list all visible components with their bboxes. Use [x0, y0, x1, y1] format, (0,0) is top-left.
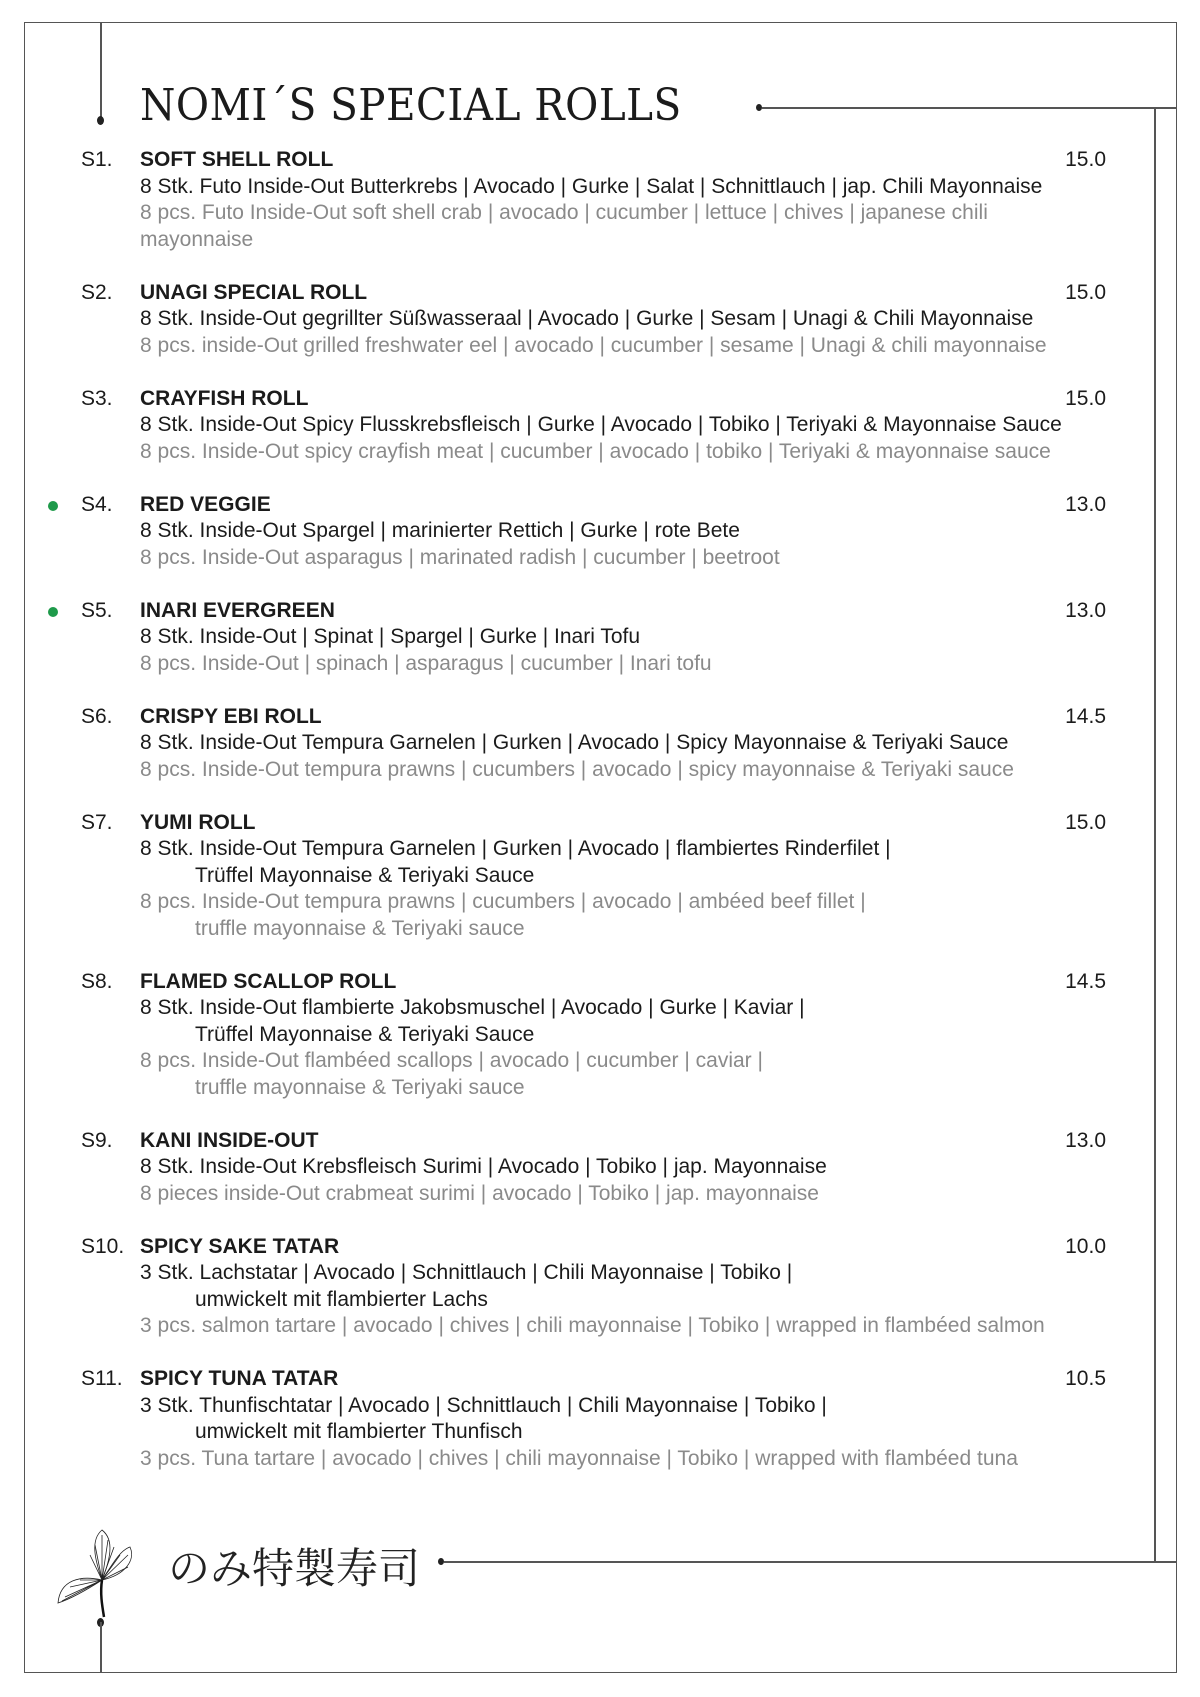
item-code: S2.	[81, 280, 113, 304]
vegetarian-dot-icon	[48, 607, 58, 617]
menu-item	[0, 492, 1200, 572]
decor-line-footer	[444, 1561, 1177, 1563]
item-code: S6.	[81, 704, 113, 728]
item-code: S1.	[81, 148, 113, 171]
item-description-de: 3 Stk. Thunfischtatar | Avocado | Schnittlauch | Chili Mayonnaise | Tobiko |	[140, 1393, 827, 1417]
menu-item	[0, 1128, 1200, 1208]
page-title: NOMI´S SPECIAL ROLLS	[140, 80, 682, 131]
item-description-en: 8 pcs. Inside-Out | spinach | asparagus | cucumber | Inari tofu	[140, 651, 712, 675]
vegetarian-dot-icon	[48, 501, 58, 511]
item-description-de: Trüffel Mayonnaise & Teriyaki Sauce	[195, 863, 535, 887]
menu-item	[0, 147, 1200, 253]
item-name: UNAGI SPECIAL ROLL	[140, 280, 368, 304]
item-price: 10.0	[1065, 1234, 1106, 1258]
item-description-de: 8 Stk. Futo Inside-Out Butterkrebs | Avocado | Gurke | Salat | Schnittlauch | jap. Chili Mayonnaise	[140, 174, 1043, 198]
menu-item	[0, 810, 1200, 943]
item-description-en: truffle mayonnaise & Teriyaki sauce	[195, 916, 525, 940]
item-description-de: 8 Stk. Inside-Out Spargel | marinierter Rettich | Gurke | rote Bete	[140, 519, 740, 542]
item-code: S4.	[81, 492, 113, 516]
item-description-en: 8 pcs. Inside-Out flambéed scallops | avocado | cucumber | caviar |	[140, 1049, 763, 1072]
item-code: S3.	[81, 386, 113, 410]
item-description-en: 3 pcs. salmon tartare | avocado | chives | chili mayonnaise | Tobiko | wrapped in flambéed salmon	[140, 1314, 1045, 1337]
decor-line-top-left	[100, 22, 102, 120]
item-description-de: Trüffel Mayonnaise & Teriyaki Sauce	[195, 1022, 535, 1046]
item-name: SOFT SHELL ROLL	[140, 148, 334, 171]
item-description-en: 8 pieces inside-Out crabmeat surimi | avocado | Tobiko | jap. mayonnaise	[140, 1181, 819, 1205]
item-description-en: 3 pcs. Tuna tartare | avocado | chives | chili mayonnaise | Tobiko | wrapped with flambéed tuna	[140, 1446, 1018, 1470]
decor-line-bottom-left	[100, 1622, 102, 1673]
item-description-en: 8 pcs. Futo Inside-Out soft shell crab | avocado | cucumber | lettuce | chives | japanese chili	[140, 201, 988, 224]
item-price: 14.5	[1065, 969, 1106, 993]
item-code: S9.	[81, 1128, 113, 1152]
item-price: 15.0	[1065, 810, 1106, 834]
item-code: S7.	[81, 810, 113, 834]
item-price: 13.0	[1065, 492, 1106, 516]
item-description-de: 8 Stk. Inside-Out flambierte Jakobsmuschel | Avocado | Gurke | Kaviar |	[140, 996, 805, 1019]
menu-item	[0, 969, 1200, 1102]
item-description-de: 8 Stk. Inside-Out Krebsfleisch Surimi | Avocado | Tobiko | jap. Mayonnaise	[140, 1155, 827, 1178]
item-price: 13.0	[1065, 1128, 1106, 1152]
item-name: RED VEGGIE	[140, 492, 271, 516]
item-name: FLAMED SCALLOP ROLL	[140, 969, 397, 993]
item-price: 15.0	[1065, 148, 1106, 171]
menu-item	[0, 598, 1200, 678]
item-description-en: 8 pcs. Inside-Out tempura prawns | cucumbers | avocado | ambéed beef fillet |	[140, 890, 866, 913]
item-description-de: 8 Stk. Inside-Out Tempura Garnelen | Gurken | Avocado | Spicy Mayonnaise & Teriyaki Sauce	[140, 731, 1009, 754]
item-description-en: truffle mayonnaise & Teriyaki sauce	[195, 1075, 525, 1099]
item-description-de: 3 Stk. Lachstatar | Avocado | Schnittlauch | Chili Mayonnaise | Tobiko |	[140, 1261, 793, 1284]
item-name: KANI INSIDE-OUT	[140, 1128, 319, 1152]
item-price: 15.0	[1065, 386, 1106, 410]
menu-item	[0, 1234, 1200, 1340]
item-price: 15.0	[1065, 280, 1106, 304]
item-description-en: 8 pcs. Inside-Out tempura prawns | cucumbers | avocado | spicy mayonnaise & Teriyaki sauce	[140, 757, 1014, 781]
item-name: SPICY TUNA TATAR	[140, 1367, 339, 1390]
item-description-de: 8 Stk. Inside-Out Tempura Garnelen | Gurken | Avocado | flambiertes Rinderfilet |	[140, 837, 891, 860]
item-description-de: 8 Stk. Inside-Out Spicy Flusskrebsfleisch | Gurke | Avocado | Tobiko | Teriyaki & Mayonnaise Sauce	[140, 413, 1062, 436]
item-description-de: 8 Stk. Inside-Out gegrillter Süßwasseraal | Avocado | Gurke | Sesam | Unagi & Chili Mayonnaise	[140, 307, 1034, 330]
item-description-en: 8 pcs. inside-Out grilled freshwater eel | avocado | cucumber | sesame | Unagi & chili mayonnaise	[140, 333, 1047, 357]
item-description-en: 8 pcs. Inside-Out asparagus | marinated radish | cucumber | beetroot	[140, 545, 780, 569]
item-description-en: 8 pcs. Inside-Out spicy crayfish meat | cucumber | avocado | tobiko | Teriyaki & mayonnaise sauce	[140, 439, 1051, 463]
ginkgo-leaf-icon	[50, 1525, 140, 1620]
item-description-en: mayonnaise	[140, 227, 254, 251]
menu-item	[0, 704, 1200, 784]
menu-item	[0, 386, 1200, 466]
menu-item	[0, 280, 1200, 360]
item-price: 10.5	[1065, 1367, 1106, 1390]
item-code: S10.	[81, 1234, 125, 1258]
decor-dot-top-left	[97, 116, 104, 125]
item-name: YUMI ROLL	[140, 810, 256, 834]
footer-japanese-title: のみ特製寿司	[168, 1544, 421, 1593]
item-code: S5.	[81, 598, 113, 622]
item-description-de: umwickelt mit flambierter Lachs	[195, 1287, 488, 1311]
menu-item-list	[0, 147, 1200, 1499]
item-code: S11.	[81, 1367, 123, 1390]
item-name: SPICY SAKE TATAR	[140, 1234, 340, 1258]
item-name: CRAYFISH ROLL	[140, 386, 309, 410]
item-name: INARI EVERGREEN	[140, 598, 335, 622]
item-name: CRISPY EBI ROLL	[140, 704, 322, 728]
item-price: 13.0	[1065, 598, 1106, 622]
menu-item	[0, 1366, 1200, 1472]
item-code: S8.	[81, 969, 113, 993]
item-description-de: 8 Stk. Inside-Out | Spinat | Spargel | Gurke | Inari Tofu	[140, 625, 641, 648]
item-description-de: umwickelt mit flambierter Thunfisch	[195, 1420, 523, 1443]
decor-line-title	[762, 107, 1177, 109]
item-price: 14.5	[1065, 704, 1106, 728]
